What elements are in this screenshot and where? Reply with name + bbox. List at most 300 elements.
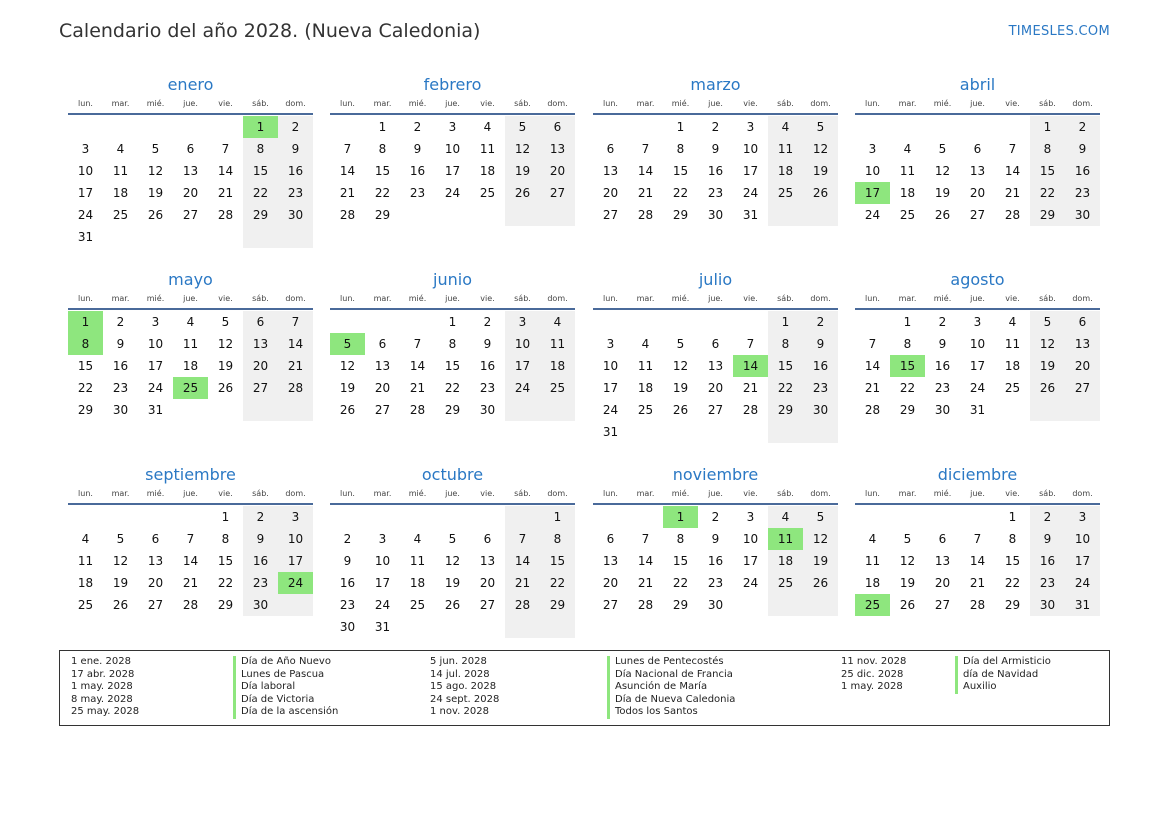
holiday-day: 25 bbox=[173, 377, 208, 399]
day-cell: 30 bbox=[278, 204, 313, 226]
legend-dates-col2 bbox=[430, 656, 499, 719]
day-cell: 25 bbox=[77, 598, 94, 612]
weekday-label: dom. bbox=[285, 294, 306, 303]
empty-cell bbox=[470, 204, 505, 226]
day-cell: 27 bbox=[707, 403, 724, 417]
holiday-date: 11 nov. 2028 bbox=[841, 656, 907, 667]
day-cell: 16 bbox=[707, 554, 724, 568]
weekday-header bbox=[68, 486, 313, 505]
empty-cell bbox=[803, 204, 838, 226]
day-cell: 28 bbox=[864, 403, 881, 417]
empty-cell bbox=[365, 506, 400, 528]
day-cell: 21 bbox=[409, 381, 426, 395]
day-cell: 21 bbox=[969, 576, 986, 590]
day-cell: 27 bbox=[540, 182, 575, 204]
day-cell: 26 bbox=[803, 572, 838, 594]
weekday-label: mié. bbox=[933, 294, 952, 303]
empty-cell bbox=[698, 311, 733, 333]
empty-cell bbox=[208, 399, 243, 421]
day-cell: 16 bbox=[112, 359, 129, 373]
day-cell: 26 bbox=[444, 598, 461, 612]
day-cell: 12 bbox=[672, 359, 689, 373]
day-cell: 21 bbox=[742, 381, 759, 395]
day-cell: 20 bbox=[540, 160, 575, 182]
day-cell: 17 bbox=[1065, 550, 1100, 572]
day-cell: 8 bbox=[1030, 138, 1065, 160]
legend-names-col2 bbox=[607, 656, 735, 719]
day-cell: 10 bbox=[278, 528, 313, 550]
day-cell: 10 bbox=[374, 554, 391, 568]
day-cell: 5 bbox=[505, 116, 540, 138]
day-cell: 29 bbox=[768, 399, 803, 421]
empty-cell bbox=[995, 399, 1030, 421]
day-cell: 2 bbox=[278, 116, 313, 138]
month-name: marzo bbox=[690, 75, 741, 94]
empty-cell bbox=[628, 311, 663, 333]
page-title: Calendario del año 2028. (Nueva Caledonia) bbox=[59, 20, 481, 42]
day-cell: 22 bbox=[217, 576, 234, 590]
day-cell: 30 bbox=[803, 399, 838, 421]
holiday-date: 1 may. 2028 bbox=[71, 681, 133, 693]
empty-cell bbox=[173, 116, 208, 138]
day-cell: 4 bbox=[1008, 315, 1017, 329]
month-name: abril bbox=[959, 75, 996, 94]
weekday-header bbox=[593, 96, 838, 115]
day-cell: 24 bbox=[1065, 572, 1100, 594]
day-cell: 13 bbox=[934, 554, 951, 568]
day-cell: 13 bbox=[540, 138, 575, 160]
day-cell: 21 bbox=[339, 186, 356, 200]
empty-cell bbox=[400, 311, 435, 333]
weekday-header bbox=[855, 486, 1100, 505]
day-cell: 4 bbox=[186, 315, 195, 329]
day-cell: 7 bbox=[505, 528, 540, 550]
day-cell: 24 bbox=[742, 186, 759, 200]
day-cell: 18 bbox=[112, 186, 129, 200]
day-cell: 14 bbox=[182, 554, 199, 568]
weekday-label: sáb. bbox=[1039, 294, 1056, 303]
weekday-label: jue. bbox=[183, 294, 198, 303]
day-cell: 14 bbox=[278, 333, 313, 355]
empty-cell bbox=[103, 506, 138, 528]
day-cell: 23 bbox=[803, 377, 838, 399]
day-cell: 24 bbox=[602, 403, 619, 417]
day-cell: 23 bbox=[707, 576, 724, 590]
holiday-date: 25 may. 2028 bbox=[71, 706, 140, 718]
weekday-label: mié. bbox=[671, 489, 690, 498]
day-cell: 6 bbox=[540, 116, 575, 138]
weekday-label: vie. bbox=[480, 489, 495, 498]
day-cell: 12 bbox=[112, 554, 129, 568]
day-cell: 20 bbox=[602, 576, 619, 590]
holiday-date: 5 jun. 2028 bbox=[430, 656, 487, 667]
day-cell: 8 bbox=[243, 138, 278, 160]
day-cell: 13 bbox=[707, 359, 724, 373]
day-cell: 6 bbox=[711, 337, 720, 351]
day-cell: 25 bbox=[479, 186, 496, 200]
weekday-label: mié. bbox=[933, 99, 952, 108]
weekday-label: sáb. bbox=[252, 489, 269, 498]
empty-cell bbox=[663, 421, 698, 443]
day-cell: 16 bbox=[278, 160, 313, 182]
day-cell: 31 bbox=[77, 230, 94, 244]
day-cell: 4 bbox=[768, 116, 803, 138]
day-cell: 15 bbox=[768, 355, 803, 377]
day-cell: 25 bbox=[540, 377, 575, 399]
empty-cell bbox=[540, 399, 575, 421]
month-name: octubre bbox=[421, 465, 484, 484]
month-name: mayo bbox=[168, 270, 213, 289]
day-cell: 30 bbox=[1065, 204, 1100, 226]
weekday-label: lun. bbox=[340, 294, 355, 303]
empty-cell bbox=[768, 421, 803, 443]
day-cell: 11 bbox=[112, 164, 129, 178]
day-cell: 24 bbox=[444, 186, 461, 200]
weekday-header bbox=[855, 291, 1100, 310]
day-cell: 4 bbox=[641, 337, 650, 351]
day-cell: 18 bbox=[77, 576, 94, 590]
day-cell: 22 bbox=[899, 381, 916, 395]
day-cell: 30 bbox=[707, 598, 724, 612]
day-cell: 7 bbox=[278, 311, 313, 333]
weekday-label: mar. bbox=[111, 99, 130, 108]
month-abril bbox=[855, 74, 1100, 226]
day-cell: 2 bbox=[1065, 116, 1100, 138]
day-cell: 9 bbox=[278, 138, 313, 160]
day-cell: 26 bbox=[217, 381, 234, 395]
day-cell: 2 bbox=[483, 315, 492, 329]
day-cell: 2 bbox=[413, 120, 422, 134]
empty-cell bbox=[68, 116, 103, 138]
day-cell: 30 bbox=[339, 620, 356, 634]
weekday-label: mié. bbox=[408, 99, 427, 108]
holiday-name: Día del Armisticio bbox=[963, 656, 1051, 667]
day-cell: 2 bbox=[938, 315, 947, 329]
weekday-label: vie. bbox=[1005, 99, 1020, 108]
month-octubre bbox=[330, 464, 575, 638]
day-cell: 8 bbox=[768, 333, 803, 355]
weekday-label: mar. bbox=[636, 99, 655, 108]
month-agosto bbox=[855, 269, 1100, 421]
month-name: junio bbox=[433, 270, 472, 289]
day-cell: 9 bbox=[243, 528, 278, 550]
weekday-label: vie. bbox=[743, 294, 758, 303]
empty-cell bbox=[593, 311, 628, 333]
day-cell: 17 bbox=[602, 381, 619, 395]
day-cell: 27 bbox=[479, 598, 496, 612]
weekday-label: mar. bbox=[373, 294, 392, 303]
weekday-header bbox=[68, 96, 313, 115]
day-cell: 9 bbox=[711, 532, 720, 546]
weekday-label: lun. bbox=[865, 489, 880, 498]
day-cell: 2 bbox=[343, 532, 352, 546]
day-cell: 2 bbox=[711, 120, 720, 134]
empty-cell bbox=[365, 311, 400, 333]
weekday-label: vie. bbox=[480, 99, 495, 108]
day-cell: 13 bbox=[1065, 333, 1100, 355]
weekday-label: dom. bbox=[285, 99, 306, 108]
weekday-label: mar. bbox=[373, 489, 392, 498]
day-cell: 31 bbox=[742, 208, 759, 222]
day-cell: 3 bbox=[868, 142, 877, 156]
day-cell: 23 bbox=[1030, 572, 1065, 594]
day-cell: 5 bbox=[938, 142, 947, 156]
weekday-label: vie. bbox=[1005, 489, 1020, 498]
day-cell: 4 bbox=[413, 532, 422, 546]
empty-cell bbox=[103, 226, 138, 248]
day-cell: 6 bbox=[151, 532, 160, 546]
day-cell: 1 bbox=[1030, 116, 1065, 138]
day-cell: 22 bbox=[444, 381, 461, 395]
day-cell: 23 bbox=[278, 182, 313, 204]
weekday-label: sáb. bbox=[252, 99, 269, 108]
day-cell: 8 bbox=[1008, 532, 1017, 546]
day-cell: 13 bbox=[602, 554, 619, 568]
month-febrero bbox=[330, 74, 575, 226]
day-cell: 20 bbox=[707, 381, 724, 395]
day-cell: 28 bbox=[742, 403, 759, 417]
day-cell: 30 bbox=[479, 403, 496, 417]
day-cell: 10 bbox=[1065, 528, 1100, 550]
day-cell: 28 bbox=[637, 208, 654, 222]
day-cell: 19 bbox=[112, 576, 129, 590]
day-cell: 16 bbox=[243, 550, 278, 572]
holiday-name: Auxilio bbox=[963, 681, 997, 693]
holiday-name: Día Nacional de Francia bbox=[615, 668, 733, 680]
empty-cell bbox=[243, 399, 278, 421]
day-cell: 9 bbox=[116, 337, 125, 351]
day-cell: 7 bbox=[973, 532, 982, 546]
day-cell: 1 bbox=[903, 315, 912, 329]
day-cell: 22 bbox=[77, 381, 94, 395]
day-cell: 15 bbox=[540, 550, 575, 572]
day-cell: 22 bbox=[1004, 576, 1021, 590]
weekday-label: sáb. bbox=[514, 294, 531, 303]
day-cell: 21 bbox=[217, 186, 234, 200]
holiday-day: 1 bbox=[243, 116, 278, 138]
day-cell: 1 bbox=[768, 311, 803, 333]
holiday-name: Todos los Santos bbox=[615, 706, 698, 718]
day-cell: 24 bbox=[147, 381, 164, 395]
day-cell: 26 bbox=[1030, 377, 1065, 399]
day-cell: 31 bbox=[1065, 594, 1100, 616]
day-cell: 10 bbox=[742, 532, 759, 546]
day-cell: 5 bbox=[903, 532, 912, 546]
day-grid bbox=[855, 116, 1100, 226]
day-cell: 28 bbox=[637, 598, 654, 612]
day-cell: 3 bbox=[505, 311, 540, 333]
empty-cell bbox=[628, 116, 663, 138]
day-cell: 14 bbox=[505, 550, 540, 572]
day-cell: 29 bbox=[217, 598, 234, 612]
weekday-label: dom. bbox=[810, 489, 831, 498]
day-cell: 13 bbox=[479, 554, 496, 568]
day-cell: 18 bbox=[182, 359, 199, 373]
weekday-label: jue. bbox=[183, 489, 198, 498]
holiday-name: Día de la ascensión bbox=[241, 706, 339, 718]
empty-cell bbox=[698, 421, 733, 443]
day-cell: 19 bbox=[934, 186, 951, 200]
day-cell: 11 bbox=[864, 554, 881, 568]
day-cell: 5 bbox=[1030, 311, 1065, 333]
day-cell: 20 bbox=[969, 186, 986, 200]
empty-cell bbox=[593, 506, 628, 528]
day-cell: 23 bbox=[243, 572, 278, 594]
day-cell: 27 bbox=[374, 403, 391, 417]
day-cell: 23 bbox=[707, 186, 724, 200]
day-grid bbox=[593, 116, 838, 226]
month-enero bbox=[68, 74, 313, 248]
holiday-name: Lunes de Pentecostés bbox=[615, 656, 724, 667]
day-cell: 15 bbox=[374, 164, 391, 178]
weekday-label: dom. bbox=[547, 99, 568, 108]
day-cell: 6 bbox=[938, 532, 947, 546]
empty-cell bbox=[505, 204, 540, 226]
weekday-label: vie. bbox=[218, 294, 233, 303]
empty-cell bbox=[138, 116, 173, 138]
day-cell: 28 bbox=[1004, 208, 1021, 222]
weekday-label: sáb. bbox=[514, 489, 531, 498]
day-cell: 26 bbox=[899, 598, 916, 612]
day-cell: 14 bbox=[637, 554, 654, 568]
day-grid bbox=[330, 116, 575, 226]
day-cell: 3 bbox=[606, 337, 615, 351]
day-cell: 27 bbox=[602, 598, 619, 612]
empty-cell bbox=[505, 399, 540, 421]
weekday-label: mar. bbox=[373, 99, 392, 108]
holiday-day: 1 bbox=[663, 506, 698, 528]
empty-cell bbox=[733, 594, 768, 616]
day-cell: 20 bbox=[374, 381, 391, 395]
holiday-date: 17 abr. 2028 bbox=[71, 668, 135, 680]
empty-cell bbox=[208, 226, 243, 248]
month-name: agosto bbox=[950, 270, 1005, 289]
day-cell: 9 bbox=[483, 337, 492, 351]
day-cell: 13 bbox=[243, 333, 278, 355]
day-cell: 8 bbox=[378, 142, 387, 156]
day-cell: 18 bbox=[540, 355, 575, 377]
day-cell: 31 bbox=[602, 425, 619, 439]
weekday-label: mié. bbox=[146, 294, 165, 303]
day-cell: 15 bbox=[77, 359, 94, 373]
day-cell: 27 bbox=[934, 598, 951, 612]
holiday-name: Día de Año Nuevo bbox=[241, 656, 331, 667]
day-cell: 31 bbox=[374, 620, 391, 634]
empty-cell bbox=[663, 311, 698, 333]
day-cell: 7 bbox=[413, 337, 422, 351]
day-cell: 14 bbox=[409, 359, 426, 373]
day-cell: 22 bbox=[672, 186, 689, 200]
holiday-name: Día de Nueva Caledonia bbox=[615, 693, 736, 705]
day-cell: 25 bbox=[1004, 381, 1021, 395]
empty-cell bbox=[470, 616, 505, 638]
weekday-label: jue. bbox=[970, 99, 985, 108]
day-cell: 9 bbox=[343, 554, 352, 568]
day-cell: 2 bbox=[243, 506, 278, 528]
day-cell: 3 bbox=[1065, 506, 1100, 528]
weekday-label: mié. bbox=[408, 294, 427, 303]
weekday-label: dom. bbox=[1072, 489, 1093, 498]
day-cell: 24 bbox=[374, 598, 391, 612]
empty-cell bbox=[540, 204, 575, 226]
day-cell: 20 bbox=[1065, 355, 1100, 377]
empty-cell bbox=[243, 226, 278, 248]
month-marzo bbox=[593, 74, 838, 226]
day-cell: 4 bbox=[540, 311, 575, 333]
day-grid bbox=[593, 506, 838, 616]
day-cell: 10 bbox=[444, 142, 461, 156]
empty-cell bbox=[925, 506, 960, 528]
month-name: enero bbox=[167, 75, 214, 94]
month-septiembre bbox=[68, 464, 313, 616]
weekday-header bbox=[68, 291, 313, 310]
day-cell: 15 bbox=[672, 554, 689, 568]
day-cell: 30 bbox=[243, 594, 278, 616]
holiday-date: 1 nov. 2028 bbox=[430, 706, 489, 718]
day-cell: 12 bbox=[505, 138, 540, 160]
day-cell: 29 bbox=[444, 403, 461, 417]
day-cell: 23 bbox=[339, 598, 356, 612]
day-cell: 29 bbox=[243, 204, 278, 226]
day-cell: 19 bbox=[339, 381, 356, 395]
day-cell: 25 bbox=[768, 182, 803, 204]
weekday-label: dom. bbox=[1072, 294, 1093, 303]
day-cell: 12 bbox=[339, 359, 356, 373]
day-cell: 20 bbox=[182, 186, 199, 200]
day-cell: 17 bbox=[742, 164, 759, 178]
day-cell: 18 bbox=[768, 160, 803, 182]
day-cell: 3 bbox=[448, 120, 457, 134]
weekday-header bbox=[330, 291, 575, 310]
day-cell: 29 bbox=[1030, 204, 1065, 226]
day-cell: 9 bbox=[413, 142, 422, 156]
day-cell: 26 bbox=[934, 208, 951, 222]
holiday-name: Día laboral bbox=[241, 681, 296, 693]
holiday-day: 8 bbox=[68, 333, 103, 355]
day-cell: 4 bbox=[903, 142, 912, 156]
day-cell: 26 bbox=[505, 182, 540, 204]
weekday-label: mié. bbox=[671, 99, 690, 108]
day-cell: 15 bbox=[1004, 554, 1021, 568]
day-cell: 12 bbox=[147, 164, 164, 178]
day-cell: 28 bbox=[969, 598, 986, 612]
day-cell: 12 bbox=[444, 554, 461, 568]
weekday-header bbox=[593, 486, 838, 505]
site-link[interactable]: TIMESLES.COM bbox=[1008, 24, 1110, 39]
day-cell: 13 bbox=[374, 359, 391, 373]
weekday-label: vie. bbox=[218, 99, 233, 108]
day-cell: 22 bbox=[374, 186, 391, 200]
day-cell: 19 bbox=[505, 160, 540, 182]
empty-cell bbox=[278, 399, 313, 421]
weekday-label: lun. bbox=[603, 489, 618, 498]
weekday-header bbox=[330, 96, 575, 115]
day-cell: 29 bbox=[672, 598, 689, 612]
empty-cell bbox=[400, 506, 435, 528]
day-cell: 18 bbox=[409, 576, 426, 590]
day-cell: 17 bbox=[505, 355, 540, 377]
day-cell: 16 bbox=[803, 355, 838, 377]
day-cell: 23 bbox=[934, 381, 951, 395]
day-cell: 5 bbox=[151, 142, 160, 156]
day-cell: 8 bbox=[448, 337, 457, 351]
holiday-day: 14 bbox=[733, 355, 768, 377]
empty-cell bbox=[138, 506, 173, 528]
day-cell: 24 bbox=[969, 381, 986, 395]
day-cell: 1 bbox=[378, 120, 387, 134]
day-cell: 19 bbox=[217, 359, 234, 373]
day-cell: 6 bbox=[606, 532, 615, 546]
